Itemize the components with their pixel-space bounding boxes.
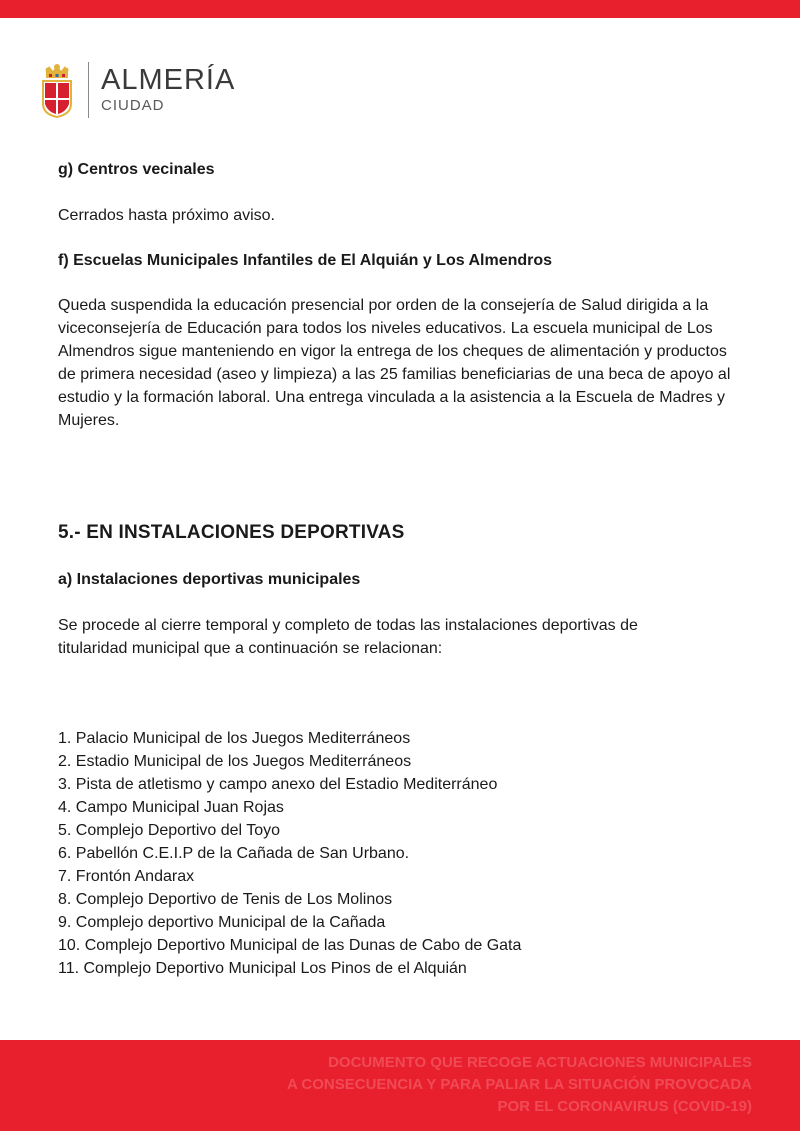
- footer-line: POR EL CORONAVIRUS (COVID-19): [497, 1098, 752, 1115]
- list-item: 3. Pista de atletismo y campo anexo del Estadio Mediterráneo: [58, 776, 498, 793]
- city-logo: [40, 62, 235, 118]
- list-item: 8. Complejo Deportivo de Tenis de Los Molinos: [58, 891, 393, 908]
- coat-of-arms-icon: [40, 62, 74, 118]
- logo-city-subtitle: CIUDAD: [101, 97, 165, 114]
- logo-divider: [88, 62, 89, 118]
- heading-instalaciones-municipales: a) Instalaciones deportivas municipales: [58, 571, 361, 588]
- list-item: 4. Campo Municipal Juan Rojas: [58, 799, 284, 816]
- list-item: 7. Frontón Andarax: [58, 868, 195, 885]
- footer-caption: [287, 1052, 752, 1118]
- logo-city-name: ALMERÍA: [101, 64, 236, 96]
- list-item: 6. Pabellón C.E.I.P de la Cañada de San Urbano.: [58, 845, 410, 862]
- facilities-list: [58, 727, 521, 980]
- text-instalaciones-municipales: Se procede al cierre temporal y completo de todas las instalaciones deportivas de titularidad municipal que a continuación se relacionan:: [58, 617, 638, 657]
- heading-escuelas-infantiles: f) Escuelas Municipales Infantiles de El Alquián y Los Almendros: [58, 252, 553, 269]
- footer-red-band: [0, 1040, 800, 1131]
- text-centros-vecinales: Cerrados hasta próximo aviso.: [58, 207, 275, 224]
- list-item: 11. Complejo Deportivo Municipal Los Pinos de el Alquián: [58, 960, 467, 977]
- text-escuelas-infantiles: Queda suspendida la educación presencial por orden de la consejería de Salud dirigida a la viceconsejería de Educación para todos los niveles educativos. La escuela municipal de Los Almendros sigue manteniendo en vigor la entrega de los cheques de alimentación y productos de primera necesidad (aseo y limpieza) a las 25 familias beneficiarias de una beca de apoyo al estudio y la formación laboral. Una entrega vinculada a la asistencia a la Escuela de Madres y Mujeres.: [58, 297, 731, 429]
- footer-line: A CONSECUENCIA Y PARA PALIAR LA SITUACIÓN PROVOCADA: [286, 1076, 752, 1093]
- list-item: 10. Complejo Deportivo Municipal de las Dunas de Cabo de Gata: [58, 937, 522, 954]
- list-item: 9. Complejo deportivo Municipal de la Cañada: [58, 914, 386, 931]
- footer-line: DOCUMENTO QUE RECOGE ACTUACIONES MUNICIPALES: [328, 1054, 752, 1071]
- section-title-instalaciones-deportivas: 5.- EN INSTALACIONES DEPORTIVAS: [58, 522, 405, 543]
- list-item: 2. Estadio Municipal de los Juegos Mediterráneos: [58, 753, 412, 770]
- heading-centros-vecinales: g) Centros vecinales: [58, 161, 215, 178]
- list-item: 1. Palacio Municipal de los Juegos Mediterráneos: [58, 730, 411, 747]
- list-item: 5. Complejo Deportivo del Toyo: [58, 822, 281, 839]
- top-red-bar: [0, 0, 800, 18]
